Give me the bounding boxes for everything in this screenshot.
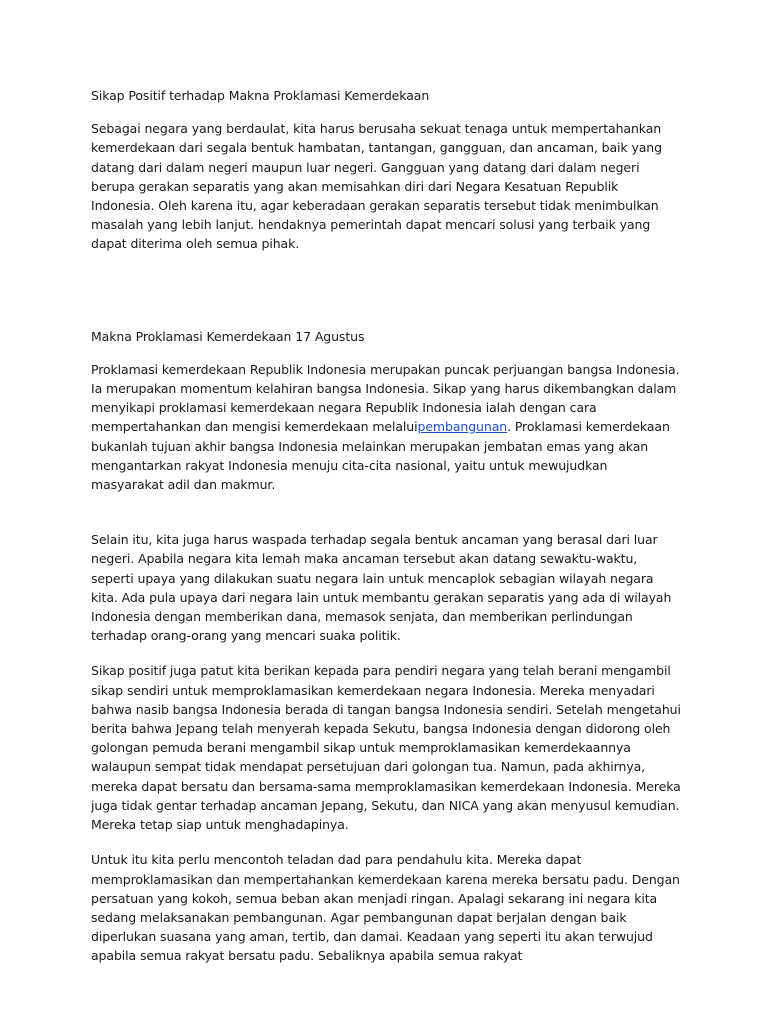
pembangunan-link[interactable]: pembangunan (417, 419, 508, 435)
paragraph-text-after-link: . Proklamasi kemerdekaan bukanlah tujuan akhir bangsa Indonesia melainkan merupakan jembatan emas yang akan mengantarkan rakyat Indonesia menuju cita-cita nasional, yaitu untuk mewujudkan masyarakat adil dan makmur. (91, 419, 670, 493)
spacer (91, 510, 681, 530)
paragraph-proklamasi (91, 360, 681, 494)
paragraph-berdaulat: Sebagai negara yang berdaulat, kita harus berusaha sekuat tenaga untuk mempertahankan kemerdekaan dari segala bentuk hambatan, tantangan, gangguan, dan ancaman, baik yang datang dari dalam negeri maupun luar negeri. Gangguan yang datang dari dalam negeri berupa gerakan separatis yang akan memisahkan diri dari Negara Kesatuan Republik Indonesia. Oleh karena itu, agar keberadaan gerakan separatis tersebut tidak menimbulkan masalah yang lebih lanjut. hendaknya pemerintah dapat mencari solusi yang terbaik yang dapat diterima oleh semua pihak. (91, 121, 662, 252)
section-heading-sikap-positif: Sikap Positif terhadap Makna Proklamasi Kemerdekaan (91, 88, 430, 103)
section-heading-makna-proklamasi: Makna Proklamasi Kemerdekaan 17 Agustus (91, 328, 365, 344)
paragraph-ancaman-luar-negeri: Selain itu, kita juga harus waspada terhadap segala bentuk ancaman yang berasal dari luar negeri. Apabila negara kita lemah maka ancaman tersebut akan datang sewaktu-waktu, seperti upaya yang dilakukan suatu negara lain untuk mencaplok sebagian wilayah negara kita. Ada pula upaya dari negara lain untuk membantu gerakan separatis yang ada di wilayah Indonesia dengan memberikan dana, memasok senjata, dan memberikan perlindungan terhadap orang-orang yang mencari suaka politik. (91, 532, 672, 644)
paragraph-teladan: Untuk itu kita perlu mencontoh teladan dad para pendahulu kita. Mereka dapat memproklamasikan dan mempertahankan kemerdekaan karena mereka bersatu padu. Dengan persatuan yang kokoh, semua beban akan menjadi ringan. Apalagi sekarang ini negara kita sedang melaksanakan pembangunan. Agar pembangunan dapat berjalan dengan baik diperlukan suasana yang aman, tertib, dan damai. Keadaan yang seperti itu akan terwujud apabila semua rakyat bersatu padu. Sebaliknya apabila semua rakyat (91, 852, 680, 964)
document-body (91, 86, 681, 982)
paragraph-text-before-link: Proklamasi kemerdekaan Republik Indonesia merupakan puncak perjuangan bangsa Indonesia. Ia merupakan momentum kelahiran bangsa Indonesia. Sikap yang harus dikembangkan dalam menyikapi proklamasi kemerdekaan negara Republik Indonesia ialah dengan cara mempertahankan dan mengisi kemerdekaan melalui (91, 361, 680, 435)
spacer (91, 270, 681, 327)
paragraph-pendiri-negara: Sikap positif juga patut kita berikan kepada para pendiri negara yang telah berani mengambil sikap sendiri untuk memproklamasikan kemerdekaan negara Indonesia. Mereka menyadari bahwa nasib bangsa Indonesia berada di tangan bangsa Indonesia sendiri. Setelah mengetahui berita bahwa Jepang telah menyerah kepada Sekutu, bangsa Indonesia dengan didorong oleh golongan pemuda berani mengambil sikap untuk memproklamasikan kemerdekaannya walaupun sempat tidak mendapat persetujuan dari golongan tua. Namun, pada akhirnya, mereka dapat bersatu dan bersama-sama memproklamasikan kemerdekaan Indonesia. Mereka juga tidak gentar terhadap ancaman Jepang, Sekutu, dan NICA yang akan menyusul kemudian. Mereka tetap siap untuk menghadapinya. (91, 663, 681, 833)
